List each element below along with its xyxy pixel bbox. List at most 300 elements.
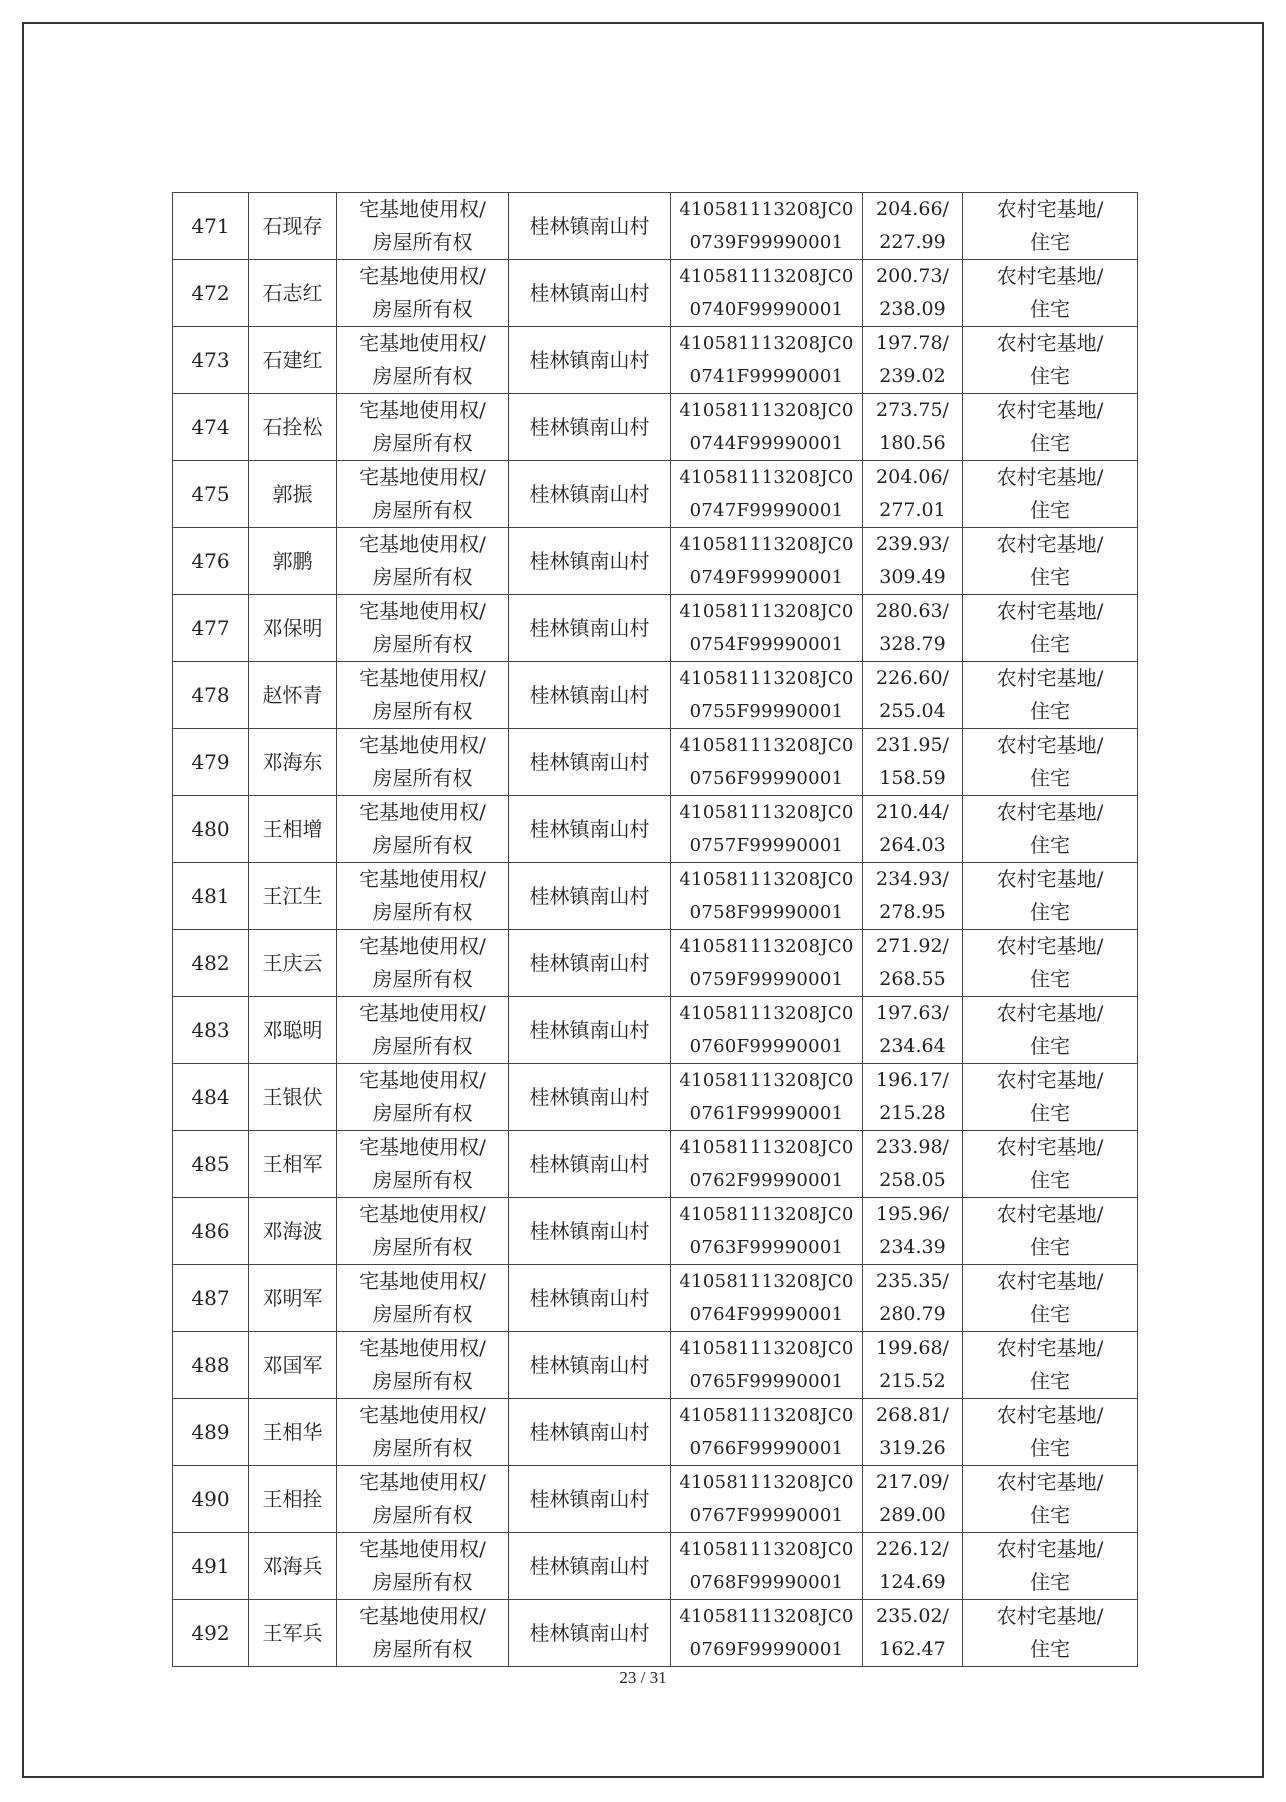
cell-number-text: 491	[191, 1553, 230, 1578]
cell-owner-name	[249, 193, 337, 260]
cell-area	[863, 662, 963, 729]
cell-number-text: 486	[191, 1218, 230, 1243]
cell-owner-name	[249, 930, 337, 997]
cell-land-use-text: 农村宅基地/	[996, 1269, 1104, 1293]
cell-land-use	[963, 327, 1138, 394]
cell-owner-name-text: 郭振	[272, 481, 313, 506]
cell-area-text: 277.01	[879, 499, 946, 521]
cell-unit-code	[671, 193, 863, 260]
cell-unit-code	[671, 1064, 863, 1131]
cell-right-type-text: 宅基地使用权/	[359, 867, 486, 891]
table-row	[173, 1198, 1138, 1265]
cell-unit-code-text: 0759F99990001	[689, 969, 844, 990]
cell-owner-name-text: 邓国军	[262, 1352, 323, 1377]
cell-unit-code-text: 410581113208JC0	[679, 467, 854, 488]
cell-land-use	[963, 1332, 1138, 1399]
cell-location	[509, 662, 671, 729]
cell-owner-name	[249, 1466, 337, 1533]
cell-area-text: 239.02	[879, 365, 946, 387]
cell-right-type-text: 宅基地使用权/	[359, 1403, 486, 1427]
table-row	[173, 997, 1138, 1064]
cell-right-type-text: 宅基地使用权/	[359, 934, 486, 958]
cell-right-type-text: 宅基地使用权/	[359, 733, 486, 757]
cell-location	[509, 997, 671, 1064]
cell-owner-name-text: 石建红	[262, 347, 323, 372]
cell-owner-name-text: 石拴松	[262, 414, 323, 439]
cell-area	[863, 595, 963, 662]
cell-unit-code-text: 0764F99990001	[689, 1304, 844, 1325]
cell-unit-code	[671, 1332, 863, 1399]
cell-area	[863, 461, 963, 528]
cell-unit-code-text: 410581113208JC0	[679, 735, 854, 756]
cell-number	[173, 930, 249, 997]
cell-right-type-text: 房屋所有权	[372, 1369, 473, 1393]
cell-land-use	[963, 863, 1138, 930]
cell-land-use	[963, 1399, 1138, 1466]
cell-location	[509, 193, 671, 260]
cell-land-use	[963, 1131, 1138, 1198]
cell-unit-code-text: 0768F99990001	[689, 1572, 844, 1593]
cell-land-use	[963, 193, 1138, 260]
cell-owner-name	[249, 1131, 337, 1198]
cell-area-text: 264.03	[879, 834, 946, 856]
registration-table	[172, 192, 1138, 1667]
cell-owner-name	[249, 394, 337, 461]
cell-unit-code	[671, 1198, 863, 1265]
cell-area-text: 215.28	[879, 1102, 946, 1124]
cell-right-type-text: 房屋所有权	[372, 364, 473, 388]
cell-number-text: 483	[191, 1017, 230, 1042]
cell-owner-name-text: 赵怀青	[262, 682, 323, 707]
cell-right-type-text: 房屋所有权	[372, 833, 473, 857]
cell-number-text: 473	[191, 347, 230, 372]
cell-number	[173, 1533, 249, 1600]
cell-land-use-text: 住宅	[1030, 565, 1070, 589]
cell-area-text: 199.68/	[876, 1337, 949, 1359]
cell-unit-code	[671, 997, 863, 1064]
cell-right-type	[337, 327, 509, 394]
cell-unit-code-text: 0765F99990001	[689, 1371, 844, 1392]
cell-right-type-text: 房屋所有权	[372, 1436, 473, 1460]
cell-area	[863, 1332, 963, 1399]
cell-area-text: 124.69	[879, 1571, 946, 1593]
cell-unit-code-text: 410581113208JC0	[679, 869, 854, 890]
cell-area-text: 180.56	[879, 432, 946, 454]
cell-right-type	[337, 193, 509, 260]
cell-land-use-text: 农村宅基地/	[996, 599, 1104, 623]
cell-number-text: 484	[191, 1084, 230, 1109]
cell-land-use-text: 农村宅基地/	[996, 666, 1104, 690]
cell-unit-code-text: 0769F99990001	[689, 1639, 844, 1660]
cell-area	[863, 1600, 963, 1667]
cell-number	[173, 260, 249, 327]
cell-area-text: 226.60/	[876, 667, 949, 689]
cell-land-use-text: 住宅	[1030, 1168, 1070, 1192]
cell-number-text: 492	[191, 1620, 230, 1645]
cell-area	[863, 863, 963, 930]
cell-owner-name-text: 王江生	[262, 883, 323, 908]
cell-area-text: 162.47	[879, 1638, 946, 1660]
cell-unit-code-text: 0740F99990001	[689, 299, 844, 320]
cell-area	[863, 1399, 963, 1466]
cell-owner-name	[249, 595, 337, 662]
cell-land-use-text: 农村宅基地/	[996, 197, 1104, 221]
cell-right-type-text: 宅基地使用权/	[359, 599, 486, 623]
cell-unit-code-text: 0744F99990001	[689, 433, 844, 454]
cell-right-type	[337, 260, 509, 327]
cell-land-use-text: 农村宅基地/	[996, 800, 1104, 824]
cell-owner-name-text: 石现存	[262, 213, 323, 238]
cell-location-text: 桂林镇南山村	[529, 950, 650, 975]
page-number: 23 / 31	[619, 1668, 667, 1687]
cell-number-text: 479	[191, 749, 230, 774]
cell-unit-code-text: 410581113208JC0	[679, 333, 854, 354]
cell-land-use-text: 住宅	[1030, 632, 1070, 656]
cell-unit-code-text: 410581113208JC0	[679, 534, 854, 555]
cell-land-use-text: 农村宅基地/	[996, 1068, 1104, 1092]
cell-number-text: 482	[191, 950, 230, 975]
cell-land-use-text: 农村宅基地/	[996, 331, 1104, 355]
cell-right-type-text: 房屋所有权	[372, 632, 473, 656]
table-row	[173, 327, 1138, 394]
cell-land-use-text: 农村宅基地/	[996, 934, 1104, 958]
cell-unit-code	[671, 1265, 863, 1332]
cell-unit-code-text: 0762F99990001	[689, 1170, 844, 1191]
cell-right-type	[337, 461, 509, 528]
cell-right-type-text: 宅基地使用权/	[359, 398, 486, 422]
cell-right-type	[337, 1332, 509, 1399]
table-row	[173, 260, 1138, 327]
cell-unit-code-text: 0757F99990001	[689, 835, 844, 856]
cell-unit-code	[671, 1131, 863, 1198]
cell-owner-name-text: 王相增	[262, 816, 323, 841]
cell-right-type	[337, 1399, 509, 1466]
cell-number	[173, 662, 249, 729]
cell-owner-name	[249, 796, 337, 863]
cell-location-text: 桂林镇南山村	[529, 347, 650, 372]
cell-unit-code-text: 410581113208JC0	[679, 601, 854, 622]
cell-unit-code-text: 0747F99990001	[689, 500, 844, 521]
cell-owner-name-text: 邓明军	[262, 1285, 323, 1310]
cell-location	[509, 1064, 671, 1131]
cell-unit-code-text: 410581113208JC0	[679, 1539, 854, 1560]
cell-area	[863, 1064, 963, 1131]
cell-location	[509, 1265, 671, 1332]
cell-owner-name-text: 邓海波	[262, 1218, 323, 1243]
cell-number-text: 476	[191, 548, 230, 573]
cell-area	[863, 528, 963, 595]
cell-number	[173, 863, 249, 930]
cell-land-use	[963, 1064, 1138, 1131]
cell-owner-name	[249, 1198, 337, 1265]
cell-land-use-text: 住宅	[1030, 699, 1070, 723]
cell-right-type	[337, 528, 509, 595]
cell-area-text: 226.12/	[876, 1538, 949, 1560]
cell-owner-name-text: 邓保明	[262, 615, 323, 640]
cell-owner-name-text: 邓聪明	[262, 1017, 323, 1042]
cell-land-use-text: 农村宅基地/	[996, 1135, 1104, 1159]
cell-unit-code	[671, 528, 863, 595]
table-row	[173, 796, 1138, 863]
cell-location	[509, 394, 671, 461]
cell-area-text: 196.17/	[876, 1069, 949, 1091]
table-row	[173, 662, 1138, 729]
cell-area-text: 280.63/	[876, 600, 949, 622]
cell-unit-code-text: 410581113208JC0	[679, 1070, 854, 1091]
table-row	[173, 863, 1138, 930]
cell-unit-code-text: 0756F99990001	[689, 768, 844, 789]
cell-area-text: 204.66/	[876, 198, 949, 220]
table-row	[173, 1600, 1138, 1667]
cell-unit-code-text: 410581113208JC0	[679, 1338, 854, 1359]
cell-number-text: 488	[191, 1352, 230, 1377]
cell-area-text: 328.79	[879, 633, 946, 655]
cell-land-use	[963, 662, 1138, 729]
cell-owner-name-text: 王庆云	[262, 950, 323, 975]
cell-land-use-text: 住宅	[1030, 1637, 1070, 1661]
cell-area-text: 200.73/	[876, 265, 949, 287]
cell-land-use-text: 农村宅基地/	[996, 532, 1104, 556]
cell-area-text: 231.95/	[876, 734, 949, 756]
cell-land-use-text: 住宅	[1030, 833, 1070, 857]
cell-location-text: 桂林镇南山村	[529, 1285, 650, 1310]
cell-owner-name-text: 王相华	[262, 1419, 323, 1444]
cell-unit-code-text: 0755F99990001	[689, 701, 844, 722]
cell-land-use-text: 农村宅基地/	[996, 398, 1104, 422]
cell-owner-name	[249, 1332, 337, 1399]
cell-number-text: 487	[191, 1285, 230, 1310]
cell-owner-name	[249, 1533, 337, 1600]
cell-location	[509, 796, 671, 863]
cell-area-text: 258.05	[879, 1169, 946, 1191]
cell-location-text: 桂林镇南山村	[529, 816, 650, 841]
cell-area	[863, 997, 963, 1064]
cell-land-use-text: 住宅	[1030, 431, 1070, 455]
cell-land-use-text: 农村宅基地/	[996, 465, 1104, 489]
cell-owner-name-text: 王军兵	[262, 1620, 323, 1645]
cell-owner-name	[249, 1600, 337, 1667]
cell-unit-code-text: 410581113208JC0	[679, 936, 854, 957]
cell-unit-code-text: 0749F99990001	[689, 567, 844, 588]
cell-unit-code-text: 0761F99990001	[689, 1103, 844, 1124]
cell-owner-name-text: 王相拴	[262, 1486, 323, 1511]
cell-unit-code	[671, 461, 863, 528]
cell-area-text: 204.06/	[876, 466, 949, 488]
cell-right-type-text: 房屋所有权	[372, 1168, 473, 1192]
cell-right-type-text: 宅基地使用权/	[359, 264, 486, 288]
cell-land-use-text: 农村宅基地/	[996, 733, 1104, 757]
cell-land-use	[963, 729, 1138, 796]
cell-land-use	[963, 461, 1138, 528]
cell-area-text: 309.49	[879, 566, 946, 588]
cell-area-text: 235.35/	[876, 1270, 949, 1292]
cell-number	[173, 1399, 249, 1466]
cell-unit-code	[671, 1466, 863, 1533]
cell-right-type-text: 宅基地使用权/	[359, 1068, 486, 1092]
cell-right-type	[337, 595, 509, 662]
cell-land-use-text: 住宅	[1030, 1570, 1070, 1594]
cell-unit-code	[671, 729, 863, 796]
cell-unit-code-text: 0758F99990001	[689, 902, 844, 923]
cell-right-type	[337, 1265, 509, 1332]
cell-land-use-text: 住宅	[1030, 364, 1070, 388]
cell-location-text: 桂林镇南山村	[529, 1486, 650, 1511]
table-row	[173, 528, 1138, 595]
cell-area-text: 268.81/	[876, 1404, 949, 1426]
cell-right-type-text: 宅基地使用权/	[359, 1269, 486, 1293]
cell-right-type-text: 宅基地使用权/	[359, 1001, 486, 1025]
cell-area-text: 210.44/	[876, 801, 949, 823]
cell-area-text: 197.78/	[876, 332, 949, 354]
cell-land-use-text: 住宅	[1030, 967, 1070, 991]
cell-unit-code	[671, 327, 863, 394]
cell-area-text: 271.92/	[876, 935, 949, 957]
cell-area-text: 278.95	[879, 901, 946, 923]
cell-land-use-text: 农村宅基地/	[996, 264, 1104, 288]
cell-area	[863, 729, 963, 796]
table-row	[173, 394, 1138, 461]
cell-location	[509, 1466, 671, 1533]
cell-right-type-text: 宅基地使用权/	[359, 331, 486, 355]
cell-right-type-text: 房屋所有权	[372, 297, 473, 321]
cell-unit-code-text: 0766F99990001	[689, 1438, 844, 1459]
cell-unit-code	[671, 1600, 863, 1667]
cell-land-use-text: 住宅	[1030, 766, 1070, 790]
cell-location	[509, 729, 671, 796]
cell-area	[863, 394, 963, 461]
cell-location-text: 桂林镇南山村	[529, 682, 650, 707]
cell-number	[173, 729, 249, 796]
cell-unit-code-text: 410581113208JC0	[679, 1606, 854, 1627]
table-row	[173, 1466, 1138, 1533]
cell-area	[863, 1533, 963, 1600]
cell-area	[863, 193, 963, 260]
cell-right-type	[337, 1533, 509, 1600]
cell-right-type	[337, 1198, 509, 1265]
cell-unit-code-text: 410581113208JC0	[679, 1472, 854, 1493]
cell-area	[863, 1265, 963, 1332]
cell-land-use-text: 农村宅基地/	[996, 1470, 1104, 1494]
cell-area	[863, 1131, 963, 1198]
cell-land-use-text: 住宅	[1030, 498, 1070, 522]
cell-area-text: 215.52	[879, 1370, 946, 1392]
cell-area	[863, 260, 963, 327]
cell-land-use-text: 农村宅基地/	[996, 1604, 1104, 1628]
registration-table-container	[172, 192, 1137, 1667]
cell-land-use	[963, 796, 1138, 863]
cell-number-text: 472	[191, 280, 230, 305]
cell-unit-code-text: 410581113208JC0	[679, 1003, 854, 1024]
cell-location	[509, 1399, 671, 1466]
cell-area-text: 195.96/	[876, 1203, 949, 1225]
cell-location-text: 桂林镇南山村	[529, 1620, 650, 1645]
cell-unit-code-text: 410581113208JC0	[679, 1137, 854, 1158]
cell-number	[173, 1131, 249, 1198]
cell-number-text: 471	[191, 213, 230, 238]
cell-location	[509, 1600, 671, 1667]
cell-unit-code	[671, 394, 863, 461]
cell-right-type-text: 宅基地使用权/	[359, 1202, 486, 1226]
cell-unit-code-text: 0763F99990001	[689, 1237, 844, 1258]
cell-unit-code-text: 410581113208JC0	[679, 668, 854, 689]
cell-land-use	[963, 1466, 1138, 1533]
cell-land-use	[963, 1265, 1138, 1332]
cell-location-text: 桂林镇南山村	[529, 280, 650, 305]
cell-location-text: 桂林镇南山村	[529, 1017, 650, 1042]
cell-unit-code-text: 410581113208JC0	[679, 266, 854, 287]
cell-location-text: 桂林镇南山村	[529, 1419, 650, 1444]
cell-location-text: 桂林镇南山村	[529, 213, 650, 238]
cell-number	[173, 595, 249, 662]
cell-right-type-text: 宅基地使用权/	[359, 532, 486, 556]
cell-right-type	[337, 1466, 509, 1533]
cell-owner-name	[249, 327, 337, 394]
cell-area-text: 319.26	[879, 1437, 946, 1459]
cell-right-type-text: 宅基地使用权/	[359, 1135, 486, 1159]
cell-right-type	[337, 662, 509, 729]
cell-location-text: 桂林镇南山村	[529, 1151, 650, 1176]
cell-right-type	[337, 863, 509, 930]
cell-area-text: 217.09/	[876, 1471, 949, 1493]
cell-owner-name	[249, 1265, 337, 1332]
cell-land-use-text: 住宅	[1030, 297, 1070, 321]
cell-number	[173, 528, 249, 595]
table-row	[173, 1533, 1138, 1600]
cell-location	[509, 461, 671, 528]
cell-owner-name	[249, 997, 337, 1064]
cell-unit-code	[671, 260, 863, 327]
cell-land-use	[963, 1533, 1138, 1600]
cell-number	[173, 193, 249, 260]
cell-area-text: 227.99	[879, 231, 946, 253]
cell-area	[863, 796, 963, 863]
cell-land-use-text: 住宅	[1030, 1235, 1070, 1259]
cell-land-use	[963, 1198, 1138, 1265]
cell-unit-code-text: 0739F99990001	[689, 232, 844, 253]
table-row	[173, 1332, 1138, 1399]
cell-number-text: 477	[191, 615, 230, 640]
cell-number	[173, 1265, 249, 1332]
cell-right-type	[337, 930, 509, 997]
cell-number-text: 478	[191, 682, 230, 707]
cell-area-text: 268.55	[879, 968, 946, 990]
cell-location	[509, 1131, 671, 1198]
cell-owner-name-text: 郭鹏	[272, 548, 313, 573]
cell-right-type-text: 房屋所有权	[372, 1302, 473, 1326]
table-row	[173, 1265, 1138, 1332]
cell-land-use-text: 住宅	[1030, 1302, 1070, 1326]
cell-land-use-text: 农村宅基地/	[996, 1537, 1104, 1561]
cell-right-type-text: 房屋所有权	[372, 431, 473, 455]
cell-location	[509, 930, 671, 997]
cell-unit-code-text: 410581113208JC0	[679, 802, 854, 823]
cell-unit-code-text: 410581113208JC0	[679, 1204, 854, 1225]
cell-right-type-text: 宅基地使用权/	[359, 800, 486, 824]
cell-land-use	[963, 595, 1138, 662]
table-row	[173, 1131, 1138, 1198]
cell-land-use-text: 住宅	[1030, 900, 1070, 924]
cell-right-type-text: 宅基地使用权/	[359, 1604, 486, 1628]
table-row	[173, 1064, 1138, 1131]
table-row	[173, 729, 1138, 796]
cell-number-text: 481	[191, 883, 230, 908]
cell-location-text: 桂林镇南山村	[529, 481, 650, 506]
cell-location	[509, 1533, 671, 1600]
cell-right-type-text: 宅基地使用权/	[359, 1336, 486, 1360]
cell-owner-name-text: 石志红	[262, 280, 323, 305]
cell-number	[173, 1064, 249, 1131]
cell-unit-code	[671, 930, 863, 997]
